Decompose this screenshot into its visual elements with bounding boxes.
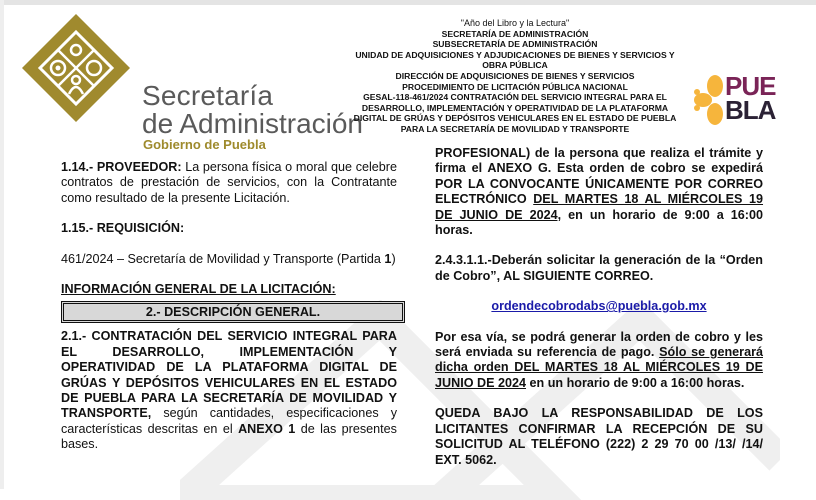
generation-dates-underlined: Sólo se generará dicha orden DEL MARTES 18 AL MIÉRCOLES 19 DE JUNIO DE 2024 bbox=[435, 345, 763, 390]
header-line: UNIDAD DE ADQUISICIONES Y ADJUDICACIONES DE BIENES Y SERVICIOS Y OBRA PÚBLICA bbox=[355, 49, 675, 71]
section-1-14-text: La persona física o moral que celebre contratos de prestación de servicios, con la Contratante como resultado de la presente Licitación. bbox=[61, 160, 398, 205]
header-line: SECRETARÍA DE ADMINISTRACIÓN bbox=[441, 28, 589, 39]
responsabilidad-paragraph: QUEDA BAJO LA RESPONSABILIDAD DE LOS LICITANTES CONFIRMAR LA RECEPCIÓN DE SU SOLICITUD AL TELÉFONO (222) 2 29 70 00 /13/ /14/ EXT. 5062. bbox=[435, 406, 763, 467]
logo-text-secretaria: Secretaría bbox=[142, 80, 274, 111]
secretaria-emblem-icon bbox=[22, 14, 130, 122]
header-motto: "Año del Libro y la Lectura" bbox=[460, 18, 570, 28]
puebla-logo bbox=[693, 71, 783, 126]
header-line: SUBSECRETARÍA DE ADMINISTRACIÓN bbox=[432, 39, 598, 50]
anexo-1: ANEXO 1 bbox=[238, 421, 296, 436]
header-line: DIRECCIÓN DE ADQUISICIONES DE BIENES Y SERVICIOS bbox=[395, 70, 635, 81]
section-2-1-bold: 2.1.- CONTRATACIÓN DEL SERVICIO INTEGRAL PARA EL DESARROLLO, IMPLEMENTACIÓN Y OPERATIVIDAD DE LA PLATAFORMA DIGITAL DE GRÚAS Y DEPÓSITOS VEHICULARES EN EL ESTADO DE PUEBLA PARA LA SECRETARÍA DE MOVILIDAD Y TRANSPORTE, bbox=[61, 329, 397, 421]
requisicion-text: 461/2024 – Secretaría de Movilidad y Transporte (Partida 1) bbox=[61, 251, 396, 266]
por-esa-via-paragraph: Por esa vía, se podrá generar la orden de cobro y les será enviada su referencia de pago. Sólo se generará dicha orden DEL MARTES 18 AL MIÉRCOLES 19 DE JUNIO DE 2024 en un horario de 9:00 a 16:00 horas. bbox=[435, 329, 763, 390]
logo-text-administracion: de Administración bbox=[142, 108, 364, 139]
logo-text-pue: PUE bbox=[725, 71, 776, 101]
section-2-title-box: 2.- DESCRIPCIÓN GENERAL. bbox=[61, 301, 405, 323]
section-1-14 bbox=[61, 160, 397, 206]
section-2-1: 2.1.- CONTRATACIÓN DEL SERVICIO INTEGRAL PARA EL DESARROLLO, IMPLEMENTACIÓN Y OPERATIVIDAD DE LA PLATAFORMA DIGITAL DE GRÚAS Y DEPÓSITOS VEHICULARES EN EL ESTADO DE PUEBLA PARA LA SECRETARÍA DE MOVILIDAD Y TRANSPORTE, según cantidades, especificaciones y características descritas en el ANEXO 1 de las presentes bases. bbox=[61, 329, 397, 452]
left-column bbox=[61, 160, 397, 453]
header-line: GESAL-118-461/2024 CONTRATACIÓN DEL SERVICIO INTEGRAL PARA EL DESARROLLO, IMPLEMENTACIÓN Y OPERATIVIDAD DE LA PLATAFORMA DIGITAL DE GRÚAS Y DEPÓSITOS VEHICULARES EN EL ESTADO DE PUEBLA PARA LA SECRETARÍA DE MOVILIDAD Y TRANSPORTE bbox=[353, 92, 677, 134]
document-header bbox=[350, 18, 680, 135]
flower-icon bbox=[693, 74, 725, 126]
header-line: PROCEDIMIENTO DE LICITACIÓN PÚBLICA NACIONAL bbox=[402, 81, 628, 92]
right-column bbox=[435, 146, 763, 468]
partida-number: 1 bbox=[384, 251, 392, 266]
date-range-underlined: DEL MARTES 18 AL MIÉRCOLES 19 DE JUNIO DE 2024, bbox=[435, 192, 764, 222]
section-2-4-3-1-1: 2.4.3.1.1.-Deberán solicitar la generación de la “Orden de Cobro”, AL SIGUIENTE CORREO. bbox=[435, 253, 763, 283]
section-1-15-label: 1.15.- REQUISICIÓN: bbox=[61, 221, 185, 236]
logo-text-gobierno: Gobierno de Puebla bbox=[143, 137, 266, 152]
email-link[interactable]: ordendecobrodabs@puebla.gob.mx bbox=[491, 299, 707, 314]
info-general-heading: INFORMACIÓN GENERAL DE LA LICITACIÓN: bbox=[61, 282, 336, 297]
logo-text-bla: BLA bbox=[725, 95, 776, 125]
orden-cobro-paragraph: PROFESIONAL) de la persona que realiza el trámite y firma el ANEXO G. Esta orden de cobro se expedirá POR LA CONVOCANTE ÚNICAMENTE POR CORREO ELECTRÓNICO DEL MARTES 18 AL MIÉRCOLES 19 DE JUNIO DE 2024, en un horario de 9:00 a 16:00 horas. bbox=[435, 146, 764, 238]
viewer-top-bar bbox=[0, 0, 816, 5]
section-1-14-label: 1.14.- PROVEEDOR: bbox=[61, 160, 182, 174]
page-left-edge bbox=[0, 0, 4, 489]
